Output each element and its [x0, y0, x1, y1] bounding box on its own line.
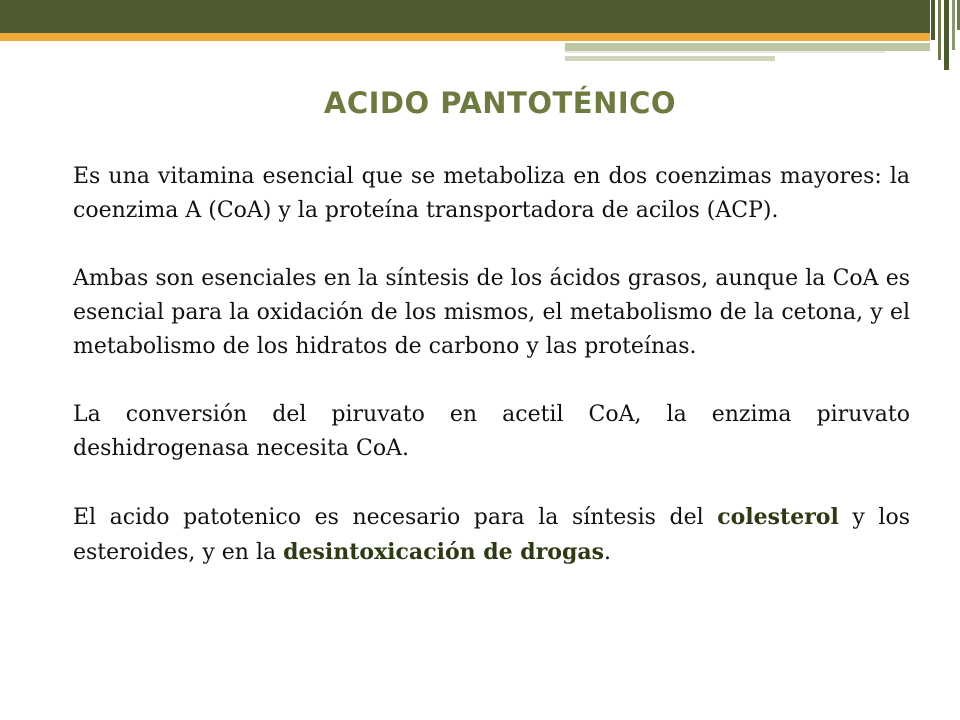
text-segment: y los esteroides, y en la [73, 505, 910, 565]
decorative-strip [565, 43, 930, 51]
paragraph-definition: Es una vitamina esencial que se metaboliza en dos coenzimas mayores: la coenzima A (CoA) y la proteína transportadora de acilos (ACP). [73, 164, 910, 223]
text-segment: . [603, 540, 611, 565]
edge-stripe [952, 0, 955, 50]
decorative-line [565, 51, 885, 53]
decorative-strip-short [565, 56, 775, 61]
paragraph-necessity [73, 500, 910, 570]
term-colesterol: colesterol [717, 504, 839, 530]
edge-stripe [938, 0, 941, 60]
slide-title: ACIDO PANTOTÉNICO [323, 86, 677, 120]
header-band [0, 0, 930, 33]
slide-body [73, 160, 910, 570]
paragraph-conversion: La conversión del piruvato en acetil CoA, la enzima piruvato deshidrogenasa necesita CoA. [73, 402, 910, 461]
paragraph-functions: Ambas son esenciales en la síntesis de los ácidos grasos, aunque la CoA es esencial para la oxidación de los mismos, el metabolismo de la cetona, y el metabolismo de los hidratos de carbono y las proteínas. [73, 266, 910, 359]
term-desintoxicacion: desintoxicación de drogas [283, 539, 604, 565]
edge-stripe [931, 0, 935, 40]
text-segment: El acido patotenico es necesario para la síntesis del [73, 505, 718, 530]
edge-stripe [944, 0, 949, 70]
accent-band [0, 33, 930, 41]
